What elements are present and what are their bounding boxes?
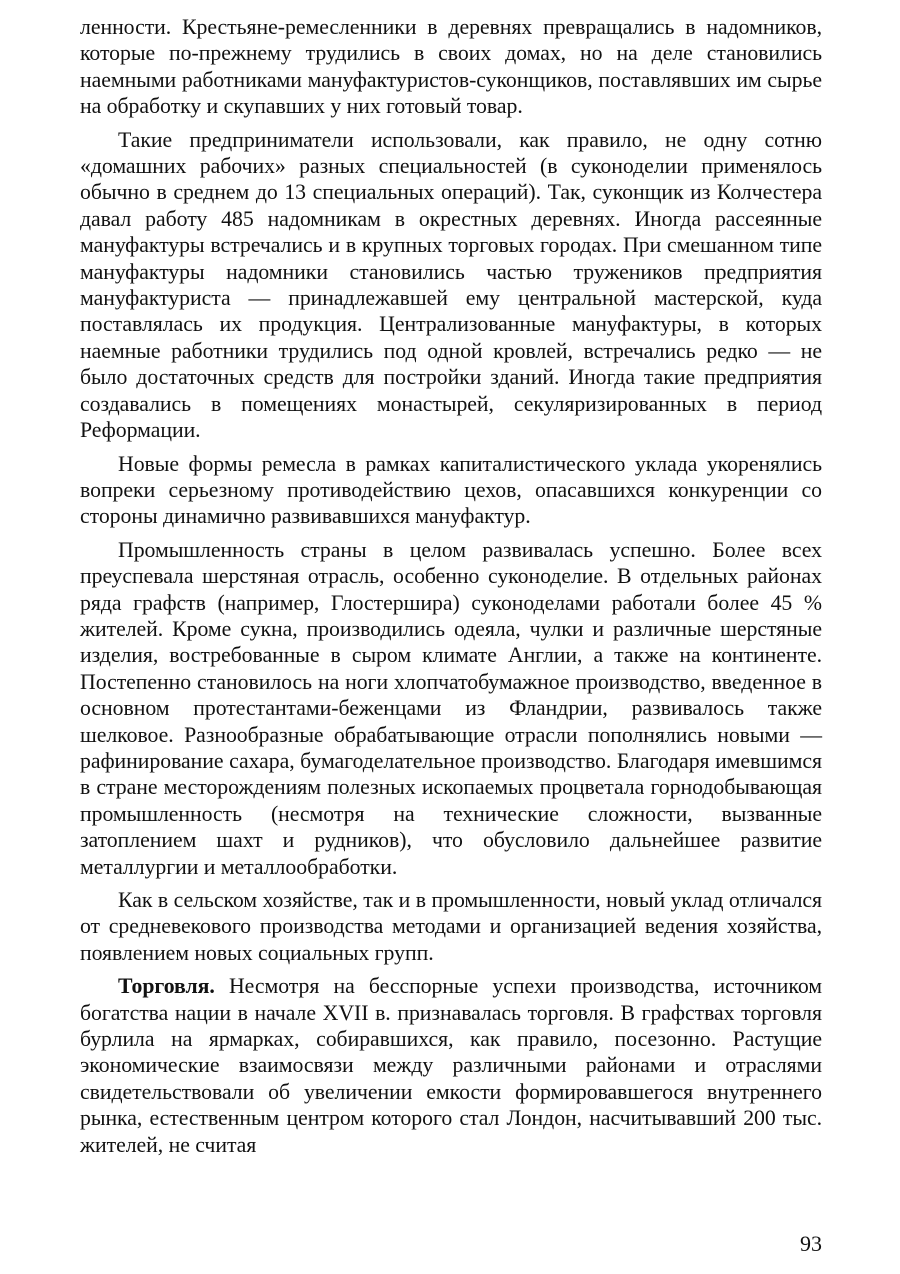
section-heading-trade: Торговля.	[118, 974, 215, 999]
paragraph-industry: Промышленность страны в целом развивалась успешно. Более всех преуспевала шерстяная отрасль, особенно суконоделие. В отдельных районах ряда графств (например, Глостершира) суконоделами работали более 45 % жителей. Кроме сукна, производились одеяла, чулки и различные шерстяные изделия, востребованные в сыром климате Англии, а также на континенте. Постепенно становилось на ноги хлопчатобумажное производство, введенное в основном протестантами-беженцами из Фландрии, развивалось также шелковое. Разнообразные обрабатывающие отрасли пополнялись новыми — рафинирование сахара, бумагоделательное производство. Благодаря имевшимся в стране месторождениям полезных ископаемых процветала горнодобывающая промышленность (несмотря на технические сложности, вызванные затоплением шахт и рудников), что обусловило дальнейшее развитие металлургии и металлообработки.	[80, 537, 822, 879]
paragraph-trade	[80, 973, 822, 1158]
paragraph-entrepreneurs: Такие предприниматели использовали, как правило, не одну сотню «домашних рабочих» разных специальностей (в суконоделии применялось обычно в среднем до 13 специальных операций). Так, суконщик из Колчестера давал работу 485 надомникам в окрестных деревнях. Иногда рассеянные мануфактуры встречались и в крупных торговых городах. При смешанном типе мануфактуры надомники становились частью тружеников предприятия мануфактуриста — принадлежавшей ему центральной мастерской, куда поставлялась их продукция. Централизованные мануфактуры, в которых наемные работники трудились под одной кровлей, встречались редко — не было достаточных средств для постройки зданий. Иногда такие предприятия создавались в помещениях монастырей, секуляризированных в период Реформации.	[80, 127, 822, 443]
page-number: 93	[800, 1231, 822, 1256]
book-page	[80, 14, 822, 1264]
paragraph-new-forms: Новые формы ремесла в рамках капиталистического уклада укоренялись вопреки серьезному противодействию цехов, опасавшихся конкуренции со стороны динамично развивавшихся мануфактур.	[80, 451, 822, 529]
paragraph-continuation: ленности. Крестьяне-ремесленники в деревнях превращались в надомников, которые по-прежнему трудились в своих домах, но на деле становились наемными работниками мануфактуристов-суконщиков, поставлявших им сырье на обработку и скупавших у них готовый товар.	[80, 15, 822, 119]
paragraph-new-order: Как в сельском хозяйстве, так и в промышленности, новый уклад отличался от средневекового производства методами и организацией ведения хозяйства, появлением новых социальных групп.	[80, 888, 822, 965]
paragraph-trade-text: Несмотря на бесспорные успехи производства, источником богатства нации в начале XVII в. признавалась торговля. В графствах торговля бурлила на ярмарках, собиравшихся, как правило, посезонно. Растущие экономические взаимосвязи между различными районами и отраслями свидетельствовали об увеличении емкости формировавшегося внутреннего рынка, естественным центром которого стал Лондон, насчитывавший 200 тыс. жителей, не считая	[80, 974, 822, 1157]
